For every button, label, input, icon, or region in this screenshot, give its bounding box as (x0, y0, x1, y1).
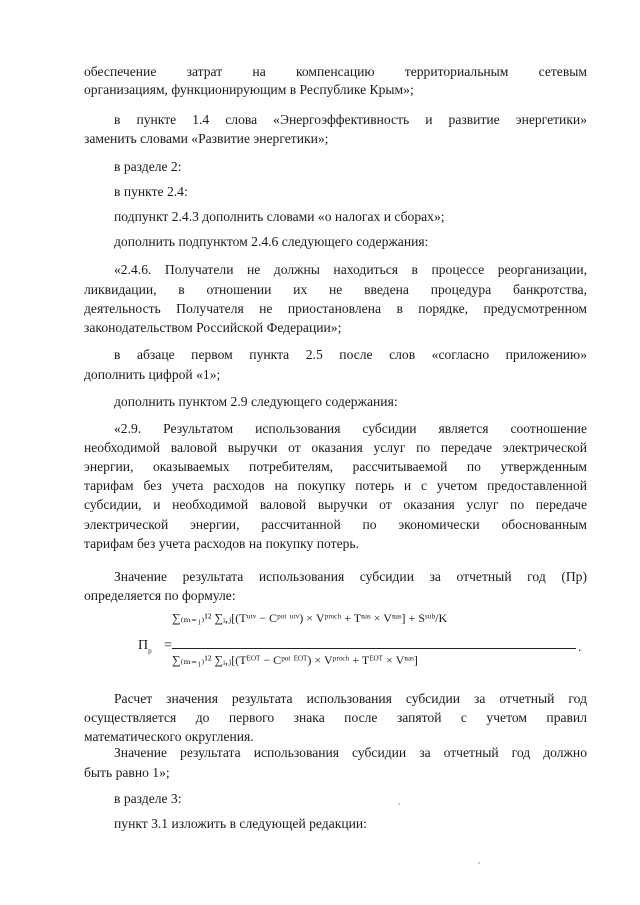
paragraph-line: ликвидации, в отношении их не введена процедура банкротства, (84, 282, 587, 297)
paragraph-line: законодательством Российской Федерации»; (84, 320, 342, 335)
paragraph-line: деятельность Получателя не приостановлена в порядке, предусмотренном (84, 301, 587, 316)
paragraph-line: математического округления. (84, 729, 254, 744)
formula-numerator: ∑₍ₘ₌₁₎¹² ∑ᵢ,ⱼ[(Tᵘᵗᵛ − Cᵖᵒᵗ ᵘᵗᵛ) × Vᵖʳᵒᶜʰ + Tⁿᵃˢ × Vⁿᵃˢ] + Sˢᵘᵇ/K (172, 611, 448, 625)
paragraph-line: осуществляется до первого знака после запятой с учетом правил (84, 710, 587, 725)
paragraph-line: пункт 3.1 изложить в следующей редакции: (114, 816, 367, 831)
paragraph-line: организациям, функционирующим в Республике Крым»; (84, 82, 414, 97)
paragraph-line: «2.4.6. Получатели не должны находиться в процессе реорганизации, (114, 262, 587, 277)
formula-period: . (578, 639, 582, 654)
paragraph-line: «2.9. Результатом использования субсидии является соотношение (114, 421, 587, 436)
paragraph-line: в разделе 2: (114, 159, 182, 174)
formula-denominator: ∑₍ₘ₌₁₎¹² ∑ᵢ,ⱼ[(Tᴱᴼᵀ − Cᵖᵒᵗ ᴱᴼᵀ) × Vᵖʳᵒᶜʰ + Tᴱᴼᵀ × Vⁿᵃˢ] (172, 653, 418, 667)
paragraph-line: необходимой валовой выручки от оказания услуг по передаче электрической (84, 440, 587, 455)
scan-speck (398, 803, 400, 805)
paragraph-line: дополнить пунктом 2.9 следующего содержания: (114, 394, 398, 409)
paragraph-line: в абзаце первом пункта 2.5 после слов «согласно приложению» (114, 347, 587, 362)
formula-equals: = (164, 638, 172, 653)
paragraph-line: Расчет значения результата использования субсидии за отчетный год (114, 691, 587, 706)
paragraph-line: тарифам без учета расходов на покупку потерь. (84, 536, 359, 551)
paragraph-line: заменить словами «Развитие энергетики»; (84, 131, 329, 146)
scan-speck (478, 862, 480, 864)
paragraph-line: подпункт 2.4.3 дополнить словами «о налогах и сборах»; (114, 209, 445, 224)
paragraph-line: субсидии, и необходимой валовой выручки от оказания услуг по передаче (84, 497, 587, 512)
paragraph-line: в пункте 1.4 слова «Энергоэффективность и развитие энергетики» (114, 112, 587, 127)
paragraph-line: тарифам без учета расходов на покупку потерь и с учетом предоставленной (84, 478, 587, 493)
paragraph-line: дополнить цифрой «1»; (84, 367, 221, 382)
paragraph-line: электрической энергии, рассчитанной по экономически обоснованным (84, 517, 587, 532)
paragraph-line: дополнить подпунктом 2.4.6 следующего содержания: (114, 234, 429, 249)
paragraph-line: определяется по формуле: (84, 588, 236, 603)
paragraph-line: в пункте 2.4: (114, 184, 188, 199)
paragraph-line: Значение результата использования субсидии за отчетный год (Пр) (114, 569, 587, 584)
paragraph-line: энергии, оказываемых потребителям, рассчитываемой по утвержденным (84, 459, 587, 474)
fraction-bar (172, 648, 576, 649)
paragraph-line: быть равно 1»; (84, 765, 170, 780)
paragraph-line: Значение результата использования субсидии за отчетный год должно (114, 745, 587, 760)
paragraph-line: обеспечение затрат на компенсацию территориальным сетевым (84, 64, 587, 79)
formula-lhs: $П_р$ (138, 638, 152, 655)
formula (138, 605, 608, 683)
paragraph-line: в разделе 3: (114, 791, 182, 806)
